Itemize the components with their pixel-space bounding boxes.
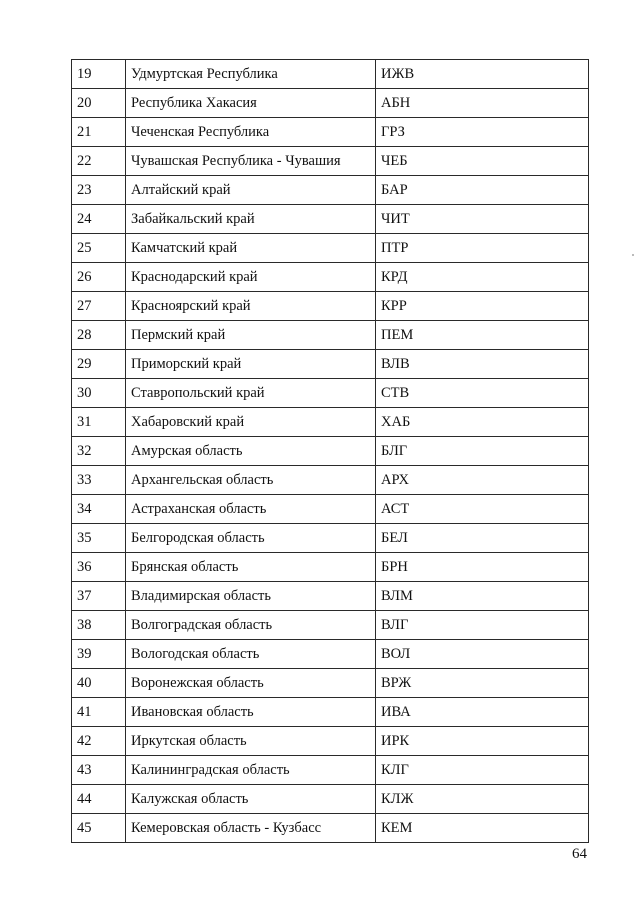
region-code-cell: АСТ — [376, 495, 589, 524]
region-code-cell: ЧИТ — [376, 205, 589, 234]
region-name-cell: Алтайский край — [126, 176, 376, 205]
region-code-cell: ВЛМ — [376, 582, 589, 611]
table-row — [72, 147, 589, 176]
row-number-cell: 34 — [72, 495, 126, 524]
row-number-cell: 31 — [72, 408, 126, 437]
region-name-cell: Кемеровская область - Кузбасс — [126, 814, 376, 843]
table-row — [72, 814, 589, 843]
region-codes-table — [71, 59, 589, 843]
region-name-cell: Архангельская область — [126, 466, 376, 495]
region-name-cell: Чеченская Республика — [126, 118, 376, 147]
region-name-cell: Камчатский край — [126, 234, 376, 263]
row-number-cell: 36 — [72, 553, 126, 582]
table-row — [72, 669, 589, 698]
region-name-cell: Волгоградская область — [126, 611, 376, 640]
region-name-cell: Забайкальский край — [126, 205, 376, 234]
region-name-cell: Калининградская область — [126, 756, 376, 785]
region-code-cell: ПЕМ — [376, 321, 589, 350]
row-number-cell: 19 — [72, 60, 126, 89]
region-code-cell: АРХ — [376, 466, 589, 495]
region-name-cell: Владимирская область — [126, 582, 376, 611]
row-number-cell: 21 — [72, 118, 126, 147]
table-row — [72, 611, 589, 640]
row-number-cell: 28 — [72, 321, 126, 350]
row-number-cell: 29 — [72, 350, 126, 379]
region-name-cell: Краснодарский край — [126, 263, 376, 292]
region-name-cell: Иркутская область — [126, 727, 376, 756]
row-number-cell: 44 — [72, 785, 126, 814]
table-row — [72, 263, 589, 292]
region-code-cell: БЕЛ — [376, 524, 589, 553]
table-row — [72, 437, 589, 466]
table-row — [72, 292, 589, 321]
region-name-cell: Хабаровский край — [126, 408, 376, 437]
row-number-cell: 39 — [72, 640, 126, 669]
table-row — [72, 89, 589, 118]
region-code-cell: СТВ — [376, 379, 589, 408]
region-code-cell: ИВА — [376, 698, 589, 727]
region-code-cell: КЛГ — [376, 756, 589, 785]
table-row — [72, 756, 589, 785]
table-row — [72, 379, 589, 408]
table-row — [72, 495, 589, 524]
region-code-cell: ВРЖ — [376, 669, 589, 698]
region-code-cell: БЛГ — [376, 437, 589, 466]
row-number-cell: 35 — [72, 524, 126, 553]
region-code-cell: БРН — [376, 553, 589, 582]
region-name-cell: Ивановская область — [126, 698, 376, 727]
row-number-cell: 25 — [72, 234, 126, 263]
table-body — [72, 60, 589, 843]
region-name-cell: Красноярский край — [126, 292, 376, 321]
row-number-cell: 37 — [72, 582, 126, 611]
region-code-cell: КРР — [376, 292, 589, 321]
row-number-cell: 24 — [72, 205, 126, 234]
row-number-cell: 20 — [72, 89, 126, 118]
table-row — [72, 205, 589, 234]
region-code-cell: КЕМ — [376, 814, 589, 843]
region-name-cell: Брянская область — [126, 553, 376, 582]
table-row — [72, 234, 589, 263]
table-row — [72, 408, 589, 437]
region-code-cell: ГРЗ — [376, 118, 589, 147]
row-number-cell: 43 — [72, 756, 126, 785]
region-name-cell: Калужская область — [126, 785, 376, 814]
row-number-cell: 30 — [72, 379, 126, 408]
table-row — [72, 176, 589, 205]
region-name-cell: Удмуртская Республика — [126, 60, 376, 89]
table-row — [72, 60, 589, 89]
region-name-cell: Чувашская Республика - Чувашия — [126, 147, 376, 176]
table-row — [72, 553, 589, 582]
region-code-cell: ПТР — [376, 234, 589, 263]
region-code-cell: ВОЛ — [376, 640, 589, 669]
region-name-cell: Воронежская область — [126, 669, 376, 698]
page-number: 64 — [572, 846, 587, 862]
region-code-cell: АБН — [376, 89, 589, 118]
row-number-cell: 45 — [72, 814, 126, 843]
region-code-cell: БАР — [376, 176, 589, 205]
region-name-cell: Вологодская область — [126, 640, 376, 669]
region-name-cell: Астраханская область — [126, 495, 376, 524]
region-code-cell: ЧЕБ — [376, 147, 589, 176]
table-row — [72, 785, 589, 814]
row-number-cell: 42 — [72, 727, 126, 756]
region-code-cell: КРД — [376, 263, 589, 292]
table-row — [72, 466, 589, 495]
table-row — [72, 698, 589, 727]
region-code-cell: КЛЖ — [376, 785, 589, 814]
region-name-cell: Республика Хакасия — [126, 89, 376, 118]
row-number-cell: 27 — [72, 292, 126, 321]
table-row — [72, 524, 589, 553]
table-row — [72, 640, 589, 669]
scan-speck — [632, 254, 634, 256]
row-number-cell: 41 — [72, 698, 126, 727]
table-row — [72, 582, 589, 611]
row-number-cell: 33 — [72, 466, 126, 495]
row-number-cell: 26 — [72, 263, 126, 292]
table-row — [72, 350, 589, 379]
row-number-cell: 23 — [72, 176, 126, 205]
region-code-cell: ВЛВ — [376, 350, 589, 379]
row-number-cell: 32 — [72, 437, 126, 466]
row-number-cell: 38 — [72, 611, 126, 640]
region-name-cell: Пермский край — [126, 321, 376, 350]
table-row — [72, 118, 589, 147]
row-number-cell: 22 — [72, 147, 126, 176]
region-name-cell: Ставропольский край — [126, 379, 376, 408]
table-row — [72, 727, 589, 756]
region-name-cell: Амурская область — [126, 437, 376, 466]
region-name-cell: Белгородская область — [126, 524, 376, 553]
row-number-cell: 40 — [72, 669, 126, 698]
region-code-cell: ИРК — [376, 727, 589, 756]
region-code-cell: ВЛГ — [376, 611, 589, 640]
region-name-cell: Приморский край — [126, 350, 376, 379]
region-code-cell: ИЖВ — [376, 60, 589, 89]
table-row — [72, 321, 589, 350]
region-code-cell: ХАБ — [376, 408, 589, 437]
